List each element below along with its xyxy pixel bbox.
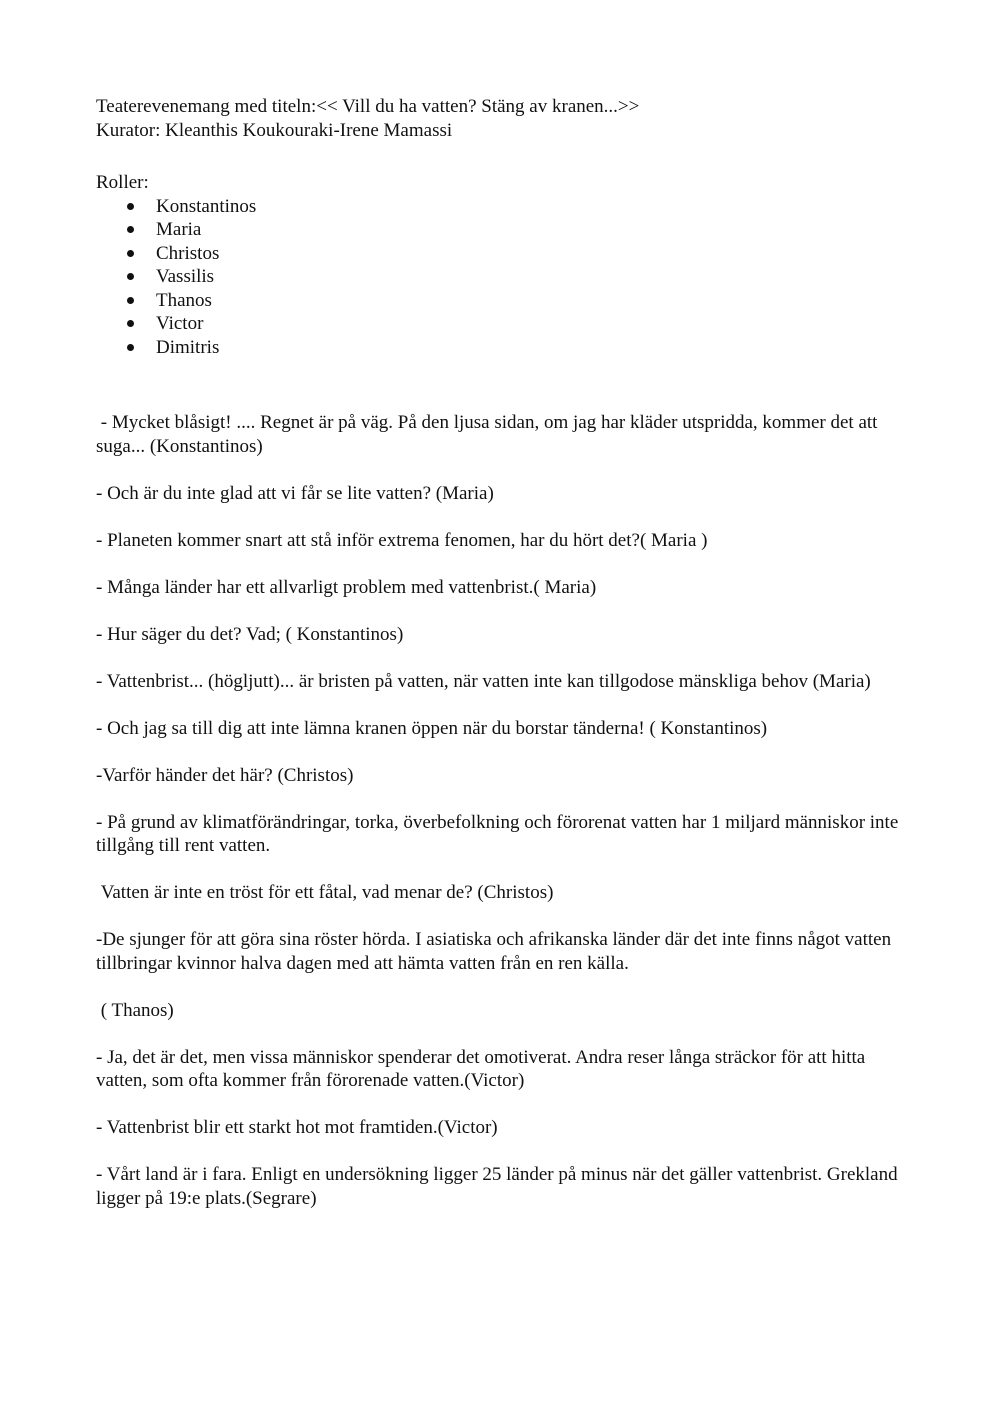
dialogue-line: -De sjunger för att göra sina röster hörda. I asiatiska och afrikanska länder där det inte finns något vatten tillbringar kvinnor halva dagen med att hämta vatten från en ren källa. (96, 929, 896, 974)
dialogue-section (96, 411, 916, 1210)
curator-line: Kurator: Kleanthis Koukouraki-Irene Mamassi (96, 119, 453, 141)
role-item: Christos (156, 242, 916, 266)
dialogue-line: - Planeten kommer snart att stå inför extrema fenomen, har du hört det?( Maria ) (96, 529, 708, 551)
document-page (96, 95, 916, 1234)
dialogue-line: - Vattenbrist blir ett starkt hot mot framtiden.(Victor) (96, 1117, 498, 1138)
roles-label: Roller: (96, 172, 149, 193)
dialogue-line: - Många länder har ett allvarligt problem med vattenbrist.( Maria) (96, 576, 597, 598)
dialogue-line: -Varför händer det här? (Christos) (96, 764, 354, 786)
role-item: Victor (156, 312, 916, 336)
dialogue-line: - Vårt land är i fara. Enligt en undersökning ligger 25 länder på minus när det gäller vattenbrist. Grekland ligger på 19:e plats.(Segrare) (96, 1164, 903, 1209)
dialogue-line: - Vattenbrist... (högljutt)... är bristen på vatten, när vatten inte kan tillgodose mänskliga behov (Maria) (96, 670, 871, 692)
role-item: Dimitris (156, 336, 916, 360)
dialogue-line: ( Thanos) (96, 999, 174, 1021)
role-item: Vassilis (156, 265, 916, 289)
dialogue-line: - Och jag sa till dig att inte lämna kranen öppen när du borstar tänderna! ( Konstantinos) (96, 717, 768, 739)
role-item: Konstantinos (156, 195, 916, 219)
dialogue-line: - Mycket blåsigt! .... Regnet är på väg. På den ljusa sidan, om jag har kläder utspridda, kommer det att suga... (Konstantinos) (96, 412, 883, 457)
dialogue-line: - Och är du inte glad att vi får se lite vatten? (Maria) (96, 482, 494, 504)
dialogue-line: - Hur säger du det? Vad; ( Konstantinos) (96, 623, 404, 645)
dialogue-line: - Ja, det är det, men vissa människor spenderar det omotiverat. Andra reser långa sträckor för att hitta vatten, som ofta kommer från förorenade vatten.(Victor) (96, 1046, 870, 1091)
roles-list (96, 195, 916, 360)
role-item: Thanos (156, 289, 916, 313)
role-item: Maria (156, 218, 916, 242)
event-title: Teaterevenemang med titeln:<< Vill du ha vatten? Stäng av kranen...>> (96, 96, 640, 117)
dialogue-line: Vatten är inte en tröst för ett fåtal, vad menar de? (Christos) (96, 882, 554, 903)
dialogue-line: - På grund av klimatförändringar, torka, överbefolkning och förorenat vatten har 1 miljard människor inte tillgång till rent vatten. (96, 811, 904, 856)
